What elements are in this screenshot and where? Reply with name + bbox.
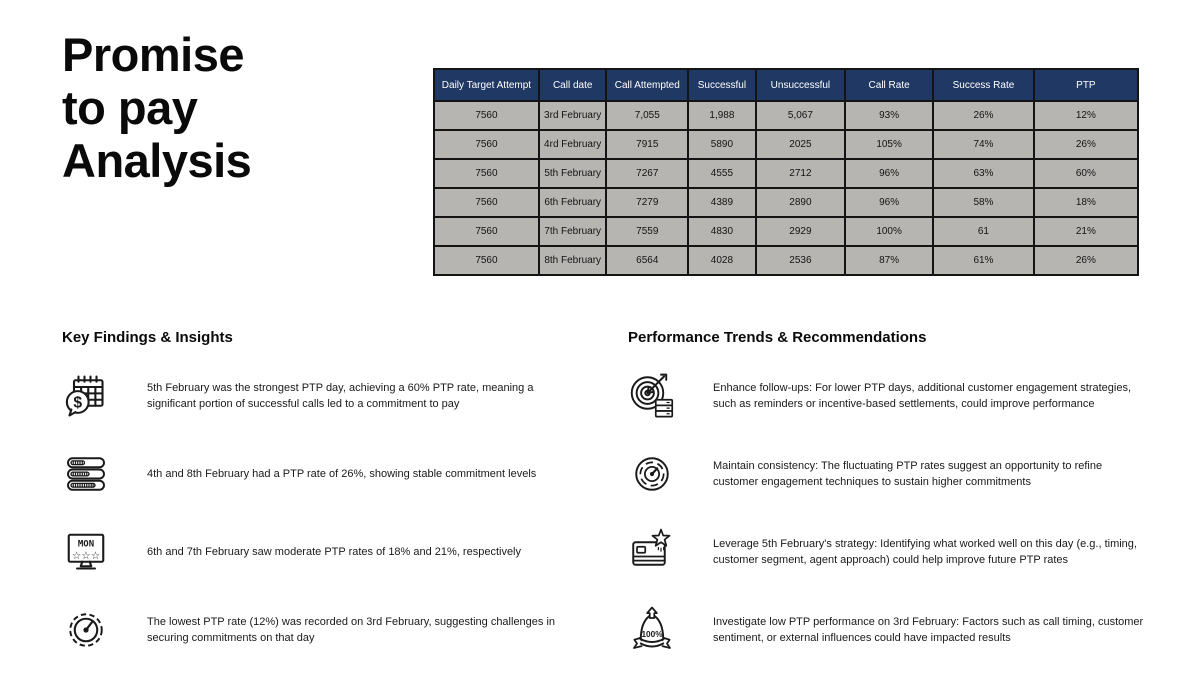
table-cell: 61% [933, 246, 1034, 275]
table-cell: 21% [1034, 217, 1138, 246]
performance-trends-section [628, 328, 1145, 669]
list-item [628, 435, 1145, 513]
table-cell: 100% [845, 217, 933, 246]
table-cell: 7560 [434, 101, 539, 130]
table-cell: 2025 [756, 130, 845, 159]
table-header-row [434, 69, 1138, 101]
table-cell: 5th February [539, 159, 607, 188]
finding-text: The lowest PTP rate (12%) was recorded on 3rd February, suggesting challenges in securing commitments on that day [147, 615, 556, 644]
finding-text: Leverage 5th February's strategy: Identifying what worked well on this day (e.g., timing, customer segment, agent approach) could help improve future PTP rates [713, 537, 1137, 566]
table-cell: 3rd February [539, 101, 607, 130]
table-cell: 2536 [756, 246, 845, 275]
page-title [62, 28, 251, 187]
ptp-table [433, 68, 1139, 276]
table-cell: 105% [845, 130, 933, 159]
dial-gauge-icon [628, 450, 676, 498]
table-cell: 2890 [756, 188, 845, 217]
table-cell: 7559 [606, 217, 688, 246]
finding-text: Investigate low PTP performance on 3rd February: Factors such as call timing, customer sentiment, or external influences could have impacted results [713, 615, 1144, 644]
table-cell: 7267 [606, 159, 688, 188]
target-arrow-icon [628, 372, 676, 420]
finding-text: 4th and 8th February had a PTP rate of 26%, showing stable commitment levels [147, 467, 537, 480]
column-header: Call date [539, 69, 607, 101]
ptp-table-body [434, 101, 1138, 275]
table-cell: 7915 [606, 130, 688, 159]
table-cell: 7560 [434, 246, 539, 275]
table-cell: 61 [933, 217, 1034, 246]
table-row [434, 217, 1138, 246]
badge-100-icon [628, 606, 676, 654]
column-header: Successful [688, 69, 756, 101]
table-cell: 74% [933, 130, 1034, 159]
page-title-line-2: to pay [62, 81, 198, 134]
key-findings-section [62, 328, 567, 669]
svg-text:MON: MON [77, 539, 95, 550]
list-item [628, 591, 1145, 669]
finding-text: Maintain consistency: The fluctuating PTP rates suggest an opportunity to refine customer engagement techniques to sustain higher commitments [713, 459, 1103, 488]
column-header: Unsuccessful [756, 69, 845, 101]
performance-trends-heading: Performance Trends & Recommendations [628, 329, 927, 346]
list-item [628, 357, 1145, 435]
list-item [62, 513, 567, 591]
table-row [434, 130, 1138, 159]
table-cell: 4555 [688, 159, 756, 188]
key-findings-heading: Key Findings & Insights [62, 329, 233, 346]
table-cell: 7560 [434, 130, 539, 159]
table-cell: 5890 [688, 130, 756, 159]
table-row [434, 188, 1138, 217]
table-cell: 26% [1034, 130, 1138, 159]
svg-text:$: $ [73, 394, 83, 412]
table-cell: 7560 [434, 188, 539, 217]
table-cell: 12% [1034, 101, 1138, 130]
table-cell: 58% [933, 188, 1034, 217]
table-row [434, 246, 1138, 275]
table-cell: 7560 [434, 217, 539, 246]
table-cell: 26% [1034, 246, 1138, 275]
table-cell: 6564 [606, 246, 688, 275]
list-item [62, 591, 567, 669]
page-title-line-3: Analysis [62, 134, 252, 187]
finding-text: 6th and 7th February saw moderate PTP rates of 18% and 21%, respectively [147, 545, 521, 558]
table-cell: 96% [845, 188, 933, 217]
column-header: PTP [1034, 69, 1138, 101]
table-cell: 4389 [688, 188, 756, 217]
table-cell: 87% [845, 246, 933, 275]
gauge-gear-icon [62, 606, 110, 654]
table-cell: 4028 [688, 246, 756, 275]
table-cell: 7,055 [606, 101, 688, 130]
calendar-dollar-icon [62, 372, 110, 420]
column-header: Success Rate [933, 69, 1034, 101]
finding-text: 5th February was the strongest PTP day, achieving a 60% PTP rate, meaning a significant portion of successful calls led to a commitment to pay [147, 381, 534, 410]
table-cell: 8th February [539, 246, 607, 275]
column-header: Call Rate [845, 69, 933, 101]
table-cell: 2712 [756, 159, 845, 188]
table-row [434, 159, 1138, 188]
table-cell: 6th February [539, 188, 607, 217]
table-cell: 60% [1034, 159, 1138, 188]
column-header: Call Attempted [606, 69, 688, 101]
table-cell: 7th February [539, 217, 607, 246]
table-cell: 26% [933, 101, 1034, 130]
table-cell: 93% [845, 101, 933, 130]
ptp-analysis-table [433, 68, 1139, 276]
table-cell: 5,067 [756, 101, 845, 130]
monitor-rating-icon [62, 528, 110, 576]
svg-text:☆☆☆: ☆☆☆ [71, 549, 101, 562]
progress-bars-icon [62, 450, 110, 498]
table-cell: 2929 [756, 217, 845, 246]
list-item [628, 513, 1145, 591]
table-cell: 7560 [434, 159, 539, 188]
list-item [62, 435, 567, 513]
table-cell: 1,988 [688, 101, 756, 130]
svg-text:100%: 100% [641, 629, 663, 639]
table-cell: 96% [845, 159, 933, 188]
finding-text: Enhance follow-ups: For lower PTP days, additional customer engagement strategies, such as reminders or incentive-based settlements, could improve performance [713, 381, 1132, 410]
column-header: Daily Target Attempt [434, 69, 539, 101]
list-item [62, 357, 567, 435]
table-cell: 4rd February [539, 130, 607, 159]
table-cell: 7279 [606, 188, 688, 217]
table-cell: 18% [1034, 188, 1138, 217]
table-cell: 63% [933, 159, 1034, 188]
page-title-line-1: Promise [62, 28, 244, 81]
card-star-icon [628, 528, 676, 576]
table-cell: 4830 [688, 217, 756, 246]
table-row [434, 101, 1138, 130]
